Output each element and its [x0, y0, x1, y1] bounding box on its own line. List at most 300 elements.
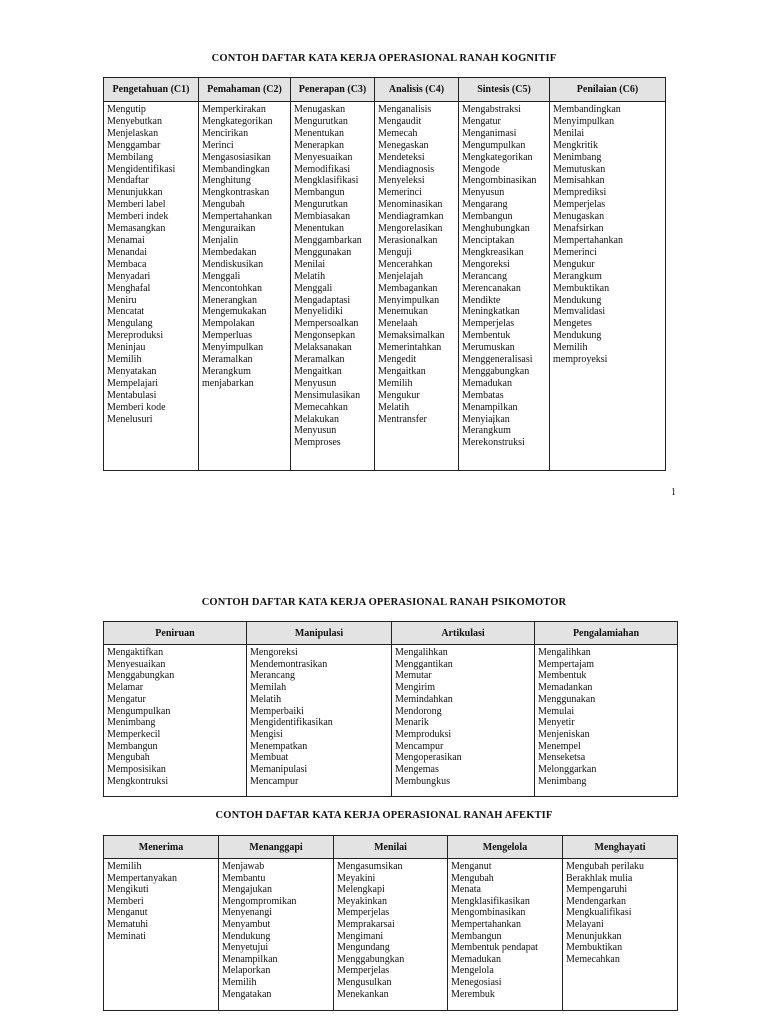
verb-item: Mengaudit: [378, 115, 422, 127]
verb-item: Mengkritik: [553, 139, 598, 151]
verb-item: Meramalkan: [202, 354, 253, 366]
verb-item: Menggambarkan: [294, 234, 362, 246]
verb-item: Membangun: [462, 211, 513, 223]
afektif-cell-menanggapi: [219, 859, 334, 1011]
verb-item: Mendeteksi: [378, 151, 425, 163]
kognitif-header-c5: Sintesis (C5): [459, 78, 550, 102]
verb-item: Memprakarsai: [337, 918, 395, 930]
verb-item: Memutar: [395, 670, 432, 682]
psikomotor-cell-artikulasi: [392, 645, 535, 797]
verb-item: Meyakini: [337, 872, 376, 884]
verb-item: Mendorong: [395, 705, 442, 717]
verb-item: Mengonsepkan: [294, 330, 356, 342]
verb-item: Menemukan: [378, 306, 428, 318]
verb-item: Memerinci: [553, 246, 597, 258]
verb-item: Menempatkan: [250, 740, 308, 752]
verb-item: Merancang: [462, 270, 507, 282]
afektif-header-menanggapi: Menanggapi: [219, 836, 334, 859]
verb-item: Mengaktifkan: [107, 647, 164, 658]
verb-item: Mempersoalkan: [294, 318, 359, 330]
afektif-body-row: [104, 859, 678, 1011]
verb-item: Mempolakan: [202, 318, 255, 330]
verb-item: Menimbang: [553, 151, 602, 163]
kognitif-cell-c1: [104, 102, 199, 471]
afektif-header-mengelola: Mengelola: [448, 836, 563, 859]
verb-item: Menggali: [294, 282, 333, 294]
kognitif-header-c4: Analisis (C4): [375, 78, 459, 102]
verb-item: Memindahkan: [395, 693, 453, 705]
verb-item: Menugaskan: [294, 104, 346, 115]
verb-item: Menggabungkan: [337, 953, 405, 965]
verb-item: Membentuk: [462, 330, 511, 342]
verb-item: Menunjukkan: [107, 187, 163, 199]
verb-item: Memperjelas: [337, 907, 390, 919]
verb-item: Mengisi: [250, 728, 283, 740]
verb-item: Mencampur: [395, 740, 444, 752]
verb-item: Menyimpulkan: [553, 115, 615, 127]
verb-item: Mempertahankan: [202, 211, 272, 223]
verb-item: Mempertanyakan: [107, 872, 177, 884]
verb-item: Menciptakan: [462, 234, 515, 246]
verb-item: Mengurutkan: [294, 115, 348, 127]
verb-item: Menugaskan: [553, 211, 605, 223]
verb-item: Menempel: [538, 740, 581, 752]
verb-item: Memperkirakan: [202, 104, 266, 115]
verb-item: Mengubah: [107, 752, 150, 764]
verb-item: Menamai: [107, 234, 145, 246]
verb-item: Menseketsa: [538, 752, 586, 764]
verb-item: Mentabulasi: [107, 389, 157, 401]
verb-item: Mengukur: [553, 258, 595, 270]
verb-item: Meminati: [107, 930, 146, 942]
verb-item: Menganut: [107, 907, 148, 919]
verb-item: Mempertahankan: [553, 234, 623, 246]
verb-item: Membangun: [107, 740, 158, 752]
verb-item: Melaksanakan: [294, 342, 352, 354]
verb-item: Mengkualifikasi: [566, 907, 632, 919]
verb-item: Mencerahkan: [378, 258, 433, 270]
verb-item: Mengubah: [202, 199, 245, 211]
verb-item: Membandingkan: [202, 163, 270, 175]
psikomotor-header-artikulasi: Artikulasi: [392, 622, 535, 645]
verb-item: Memecahkan: [294, 401, 348, 413]
verb-item: Menjawab: [222, 861, 265, 872]
verb-item: Mengoreksi: [462, 258, 510, 270]
verb-item: Menentukan: [294, 127, 344, 139]
verb-item: Merekonstruksi: [462, 437, 525, 449]
verb-item: Memadukan: [451, 953, 501, 965]
verb-item: Memecahkan: [566, 953, 620, 965]
verb-item: Melatih: [378, 401, 410, 413]
verb-item: Mengidentifikasi: [107, 163, 176, 175]
verb-item: Menyusun: [294, 425, 337, 437]
verb-item: Membuktikan: [566, 942, 623, 954]
verb-item: Mengelola: [451, 965, 494, 977]
verb-item: Melaporkan: [222, 965, 271, 977]
verb-item: Membantu: [222, 872, 266, 884]
verb-item: Merembuk: [451, 988, 495, 1000]
verb-item: Merangkum: [553, 270, 602, 282]
afektif-title: CONTOH DAFTAR KATA KERJA OPERASIONAL RANAH AFEKTIF: [215, 810, 553, 821]
afektif-cell-menghayati: [563, 859, 678, 1011]
psikomotor-header-peniruan: Peniruan: [104, 622, 247, 645]
kognitif-header-c2: Pemahaman (C2): [199, 78, 291, 102]
verb-item: Mereproduksi: [107, 330, 164, 342]
kognitif-body-row: [104, 102, 666, 471]
verb-item: Menyusun: [294, 377, 337, 389]
verb-item: Memilih: [222, 976, 257, 988]
verb-item: Menunjukkan: [566, 930, 622, 942]
verb-item: Mengatur: [462, 115, 501, 127]
verb-item: Mengumpulkan: [107, 705, 171, 717]
verb-item: Mengoperasikan: [395, 752, 462, 764]
verb-item: Mengukur: [378, 389, 420, 401]
verb-item: Mengatur: [107, 693, 146, 705]
verb-item: Mendemontrasikan: [250, 658, 328, 670]
verb-item: Mengedit: [378, 354, 417, 366]
verb-item: Menyenangi: [222, 907, 272, 919]
verb-item: Memilih: [107, 861, 142, 872]
verb-item: Mengalihkan: [395, 647, 448, 658]
verb-item: Membandingkan: [553, 104, 621, 115]
verb-item: Melatih: [294, 270, 326, 282]
verb-item: Merasionalkan: [378, 234, 438, 246]
verb-item: Merangkum: [462, 425, 511, 437]
verb-item: Memerinci: [378, 187, 422, 199]
psikomotor-cell-pengalamiahan: [535, 645, 678, 797]
verb-item: Menegosiasi: [451, 976, 502, 988]
verb-item: Memberi kode: [107, 401, 166, 413]
verb-item: Menyebutkan: [107, 115, 162, 127]
verb-item: Menggunakan: [294, 246, 352, 258]
verb-item: Menjeniskan: [538, 728, 590, 740]
kognitif-title: CONTOH DAFTAR KATA KERJA OPERASIONAL RANAH KOGNITIF: [211, 53, 557, 64]
verb-item: Menggali: [202, 270, 241, 282]
verb-item: Mendukung: [222, 930, 271, 942]
verb-item: Mendiagnosis: [378, 163, 435, 175]
verb-item: Menelaah: [378, 318, 418, 330]
afektif-cell-menilai: [334, 859, 448, 1011]
verb-item: Mengklasifikasikan: [451, 895, 530, 907]
verb-item: Mensimulasikan: [294, 389, 361, 401]
verb-item: Mengutip: [107, 104, 146, 115]
verb-item: Menyatakan: [107, 365, 157, 377]
verb-item: Mengidentifikasikan: [250, 717, 333, 729]
verb-item: Meyakinkan: [337, 895, 387, 907]
verb-item: Melamar: [107, 682, 144, 694]
verb-item: Memaksimalkan: [378, 330, 445, 342]
kognitif-header-row: [104, 78, 666, 102]
verb-item: Menyetujui: [222, 942, 269, 954]
verb-item: Menyiaįkan: [462, 413, 510, 425]
verb-item: Memperbaiki: [250, 705, 304, 717]
verb-item: Menyetir: [538, 717, 575, 729]
verb-item: Memberi indek: [107, 211, 169, 223]
verb-item: Menampilkan: [462, 401, 518, 413]
verb-item: Memberi: [107, 895, 144, 907]
verb-item: Mengkontruksi: [107, 775, 169, 787]
psikomotor-header-pengalamiahan: Pengalamiahan: [535, 622, 678, 645]
verb-item: Mendukung: [553, 330, 602, 342]
verb-item: Menghafal: [107, 282, 151, 294]
verb-item: Membungkus: [395, 775, 450, 787]
verb-item: Menggunakan: [538, 693, 596, 705]
verb-item: Mengasosiasikan: [202, 151, 271, 163]
verb-item: Meningkatkan: [462, 306, 520, 318]
verb-item: Melakukan: [294, 413, 339, 425]
verb-item: menjabarkan: [202, 377, 254, 389]
verb-item: Merumuskan: [462, 342, 515, 354]
verb-item: Menata: [451, 884, 481, 896]
verb-item: Memulai: [538, 705, 575, 717]
kognitif-table: [103, 77, 666, 471]
verb-item: Mengusulkan: [337, 976, 392, 988]
verb-item: Mendukung: [553, 294, 602, 306]
verb-item: Merancang: [250, 670, 295, 682]
afektif-header-row: [104, 836, 678, 859]
verb-item: Memposisikan: [107, 764, 166, 776]
verb-item: Memanipulasi: [250, 764, 308, 776]
verb-item: Mengubah perilaku: [566, 861, 645, 872]
verb-item: Meniru: [107, 294, 137, 306]
verb-item: Mengimani: [337, 930, 384, 942]
verb-item: Meninjau: [107, 342, 146, 354]
verb-item: Menekankan: [337, 988, 389, 1000]
verb-item: Melayani: [566, 918, 604, 930]
psikomotor-header-manipulasi: Manipulasi: [247, 622, 392, 645]
verb-item: Memisahkan: [553, 175, 605, 187]
verb-item: Memperjelas: [337, 965, 390, 977]
verb-item: Memilih: [107, 354, 142, 366]
verb-item: Memerintahkan: [378, 342, 442, 354]
verb-item: Mengemukakan: [202, 306, 267, 318]
verb-item: Mempengaruhi: [566, 884, 628, 896]
verb-item: Mengaitkan: [294, 365, 342, 377]
verb-item: Mengode: [462, 163, 500, 175]
verb-item: Merangkum: [202, 365, 251, 377]
afektif-header-menilai: Menilai: [334, 836, 448, 859]
verb-item: Memperjelas: [462, 318, 515, 330]
verb-item: Mengetes: [553, 318, 592, 330]
verb-item: Memperjelas: [553, 199, 606, 211]
verb-item: Membatas: [462, 389, 504, 401]
verb-item: Mencirikan: [202, 127, 249, 139]
verb-item: Menerapkan: [294, 139, 344, 151]
verb-item: Menguji: [378, 246, 412, 258]
verb-item: Menandai: [107, 246, 147, 258]
verb-item: Mencatat: [107, 306, 145, 318]
verb-item: Menyimpulkan: [378, 294, 440, 306]
verb-item: Memadankan: [538, 682, 593, 694]
verb-item: Membaca: [107, 258, 147, 270]
verb-item: memproyeksi: [553, 354, 608, 366]
verb-item: Meramalkan: [294, 354, 345, 366]
kognitif-header-c3: Penerapan (C3): [291, 78, 375, 102]
kognitif-cell-c5: [459, 102, 550, 471]
verb-item: Mengikuti: [107, 884, 149, 896]
verb-item: Membuat: [250, 752, 289, 764]
verb-item: Melonggarkan: [538, 764, 597, 776]
verb-item: Memutuskan: [553, 163, 606, 175]
verb-item: Mendikte: [462, 294, 501, 306]
verb-item: Memilih: [553, 342, 588, 354]
verb-item: Mengkreasikan: [462, 246, 524, 258]
verb-item: Membentuk: [538, 670, 587, 682]
verb-item: Mengundang: [337, 942, 390, 954]
verb-item: Mengkontraskan: [202, 187, 270, 199]
verb-item: Mengompromikan: [222, 895, 297, 907]
verb-item: Memperluas: [202, 330, 252, 342]
verb-item: Berakhlak mulia: [566, 872, 633, 884]
verb-item: Memasangkan: [107, 223, 166, 235]
verb-item: Memvalidasi: [553, 306, 606, 318]
verb-item: Mengklasifikasi: [294, 175, 359, 187]
verb-item: Mengatakan: [222, 988, 272, 1000]
verb-item: Memodifikasi: [294, 163, 351, 175]
verb-item: Menominasikan: [378, 199, 443, 211]
afektif-table: [103, 835, 678, 1011]
verb-item: Menghubungkan: [462, 223, 530, 235]
verb-item: Menganalisis: [378, 104, 432, 115]
verb-item: Menentukan: [294, 223, 344, 235]
verb-item: Menghitung: [202, 175, 251, 187]
verb-item: Menyesuaikan: [107, 658, 166, 670]
verb-item: Membedakan: [202, 246, 257, 258]
verb-item: Mengadaptasi: [294, 294, 351, 306]
verb-item: Mengaitkan: [378, 365, 426, 377]
verb-item: Mempertahankan: [451, 918, 521, 930]
verb-item: Memadukan: [462, 377, 512, 389]
verb-item: Menganimasi: [462, 127, 517, 139]
kognitif-cell-c2: [199, 102, 291, 471]
verb-item: Mengorelasikan: [378, 223, 443, 235]
verb-item: Menafsirkan: [553, 223, 604, 235]
verb-item: Menggabungkan: [107, 670, 175, 682]
verb-item: Mengoreksi: [250, 647, 298, 658]
verb-item: Mendengarkan: [566, 895, 626, 907]
verb-item: Mengombinasikan: [462, 175, 537, 187]
verb-item: Membangun: [294, 187, 345, 199]
verb-item: Menyimpulkan: [202, 342, 264, 354]
verb-item: Menggeneralisasi: [462, 354, 533, 366]
verb-item: Merencanakan: [462, 282, 521, 294]
verb-item: Membagankan: [378, 282, 438, 294]
verb-item: Mengkategorikan: [202, 115, 273, 127]
verb-item: Mengubah: [451, 872, 494, 884]
verb-item: Menyelidiki: [294, 306, 343, 318]
verb-item: Mengemas: [395, 764, 439, 776]
afektif-cell-mengelola: [448, 859, 563, 1011]
verb-item: Menggantikan: [395, 658, 453, 670]
kognitif-cell-c4: [375, 102, 459, 471]
verb-item: Menelusuri: [107, 413, 153, 425]
verb-item: Mengumpulkan: [462, 139, 526, 151]
afektif-cell-menerima: [104, 859, 219, 1011]
verb-item: Menyadari: [107, 270, 151, 282]
verb-item: Mendaftar: [107, 175, 149, 187]
verb-item: Menganut: [451, 861, 492, 872]
verb-item: Memperkecil: [107, 728, 161, 740]
page-number: 1: [671, 487, 676, 498]
verb-item: Membiasakan: [294, 211, 351, 223]
verb-item: Melatih: [250, 693, 282, 705]
verb-item: Menggabungkan: [462, 365, 530, 377]
verb-item: Mempelajari: [107, 377, 159, 389]
verb-item: Menyusun: [462, 187, 505, 199]
verb-item: Menilai: [553, 127, 585, 139]
psikomotor-table: [103, 621, 678, 797]
kognitif-cell-c3: [291, 102, 375, 471]
verb-item: Mendiagramkan: [378, 211, 444, 223]
verb-item: Mentransfer: [378, 413, 427, 425]
verb-item: Merinci: [202, 139, 234, 151]
afektif-header-menghayati: Menghayati: [563, 836, 678, 859]
verb-item: Membangun: [451, 930, 502, 942]
verb-item: Menguraikan: [202, 223, 256, 235]
psikomotor-cell-manipulasi: [247, 645, 392, 797]
afektif-header-menerima: Menerima: [104, 836, 219, 859]
verb-item: Memprediksi: [553, 187, 607, 199]
kognitif-header-c1: Pengetahuan (C1): [104, 78, 199, 102]
verb-item: Mematuhi: [107, 918, 149, 930]
psikomotor-header-row: [104, 622, 678, 645]
verb-item: Mengulang: [107, 318, 153, 330]
verb-item: Memilih: [378, 377, 413, 389]
verb-item: Melengkapi: [337, 884, 385, 896]
verb-item: Mengarang: [462, 199, 508, 211]
verb-item: Memilah: [250, 682, 287, 694]
verb-item: Menjalin: [202, 234, 239, 246]
verb-item: Menegaskan: [378, 139, 429, 151]
verb-item: Mengasumsikan: [337, 861, 403, 872]
verb-item: Menimbang: [538, 775, 587, 787]
psikomotor-cell-peniruan: [104, 645, 247, 797]
verb-item: Membilang: [107, 151, 154, 163]
psikomotor-title: CONTOH DAFTAR KATA KERJA OPERASIONAL RANAH PSIKOMOTOR: [201, 597, 567, 608]
verb-item: Menampilkan: [222, 953, 278, 965]
kognitif-header-c6: Penilaian (C6): [550, 78, 666, 102]
verb-item: Membuktikan: [553, 282, 610, 294]
verb-item: Mengkategorikan: [462, 151, 533, 163]
verb-item: Menilai: [294, 258, 326, 270]
verb-item: Mengombinasikan: [451, 907, 526, 919]
verb-item: Mengurutkan: [294, 199, 348, 211]
verb-item: Memberi label: [107, 199, 166, 211]
verb-item: Mendiskusikan: [202, 258, 264, 270]
verb-item: Menarik: [395, 717, 429, 729]
verb-item: Menjelajah: [378, 270, 423, 282]
verb-item: Mempertajam: [538, 658, 595, 670]
verb-item: Memproduksi: [395, 728, 452, 740]
psikomotor-body-row: [104, 645, 678, 797]
verb-item: Menyesuaikan: [294, 151, 353, 163]
verb-item: Mengajukan: [222, 884, 272, 896]
verb-item: Memecah: [378, 127, 418, 139]
verb-item: Mencontohkan: [202, 282, 262, 294]
verb-item: Menerangkan: [202, 294, 257, 306]
verb-item: Membentuk pendapat: [451, 942, 538, 954]
verb-item: Mengirim: [395, 682, 435, 694]
verb-item: Menyambut: [222, 918, 271, 930]
kognitif-cell-c6: [550, 102, 666, 471]
verb-item: Menimbang: [107, 717, 156, 729]
verb-item: Mengabstraksi: [462, 104, 521, 115]
verb-item: Menyeleksi: [378, 175, 425, 187]
verb-item: Mengalihkan: [538, 647, 591, 658]
verb-item: Mencampur: [250, 775, 299, 787]
verb-item: Menjelaskan: [107, 127, 159, 139]
verb-item: Menggambar: [107, 139, 161, 151]
